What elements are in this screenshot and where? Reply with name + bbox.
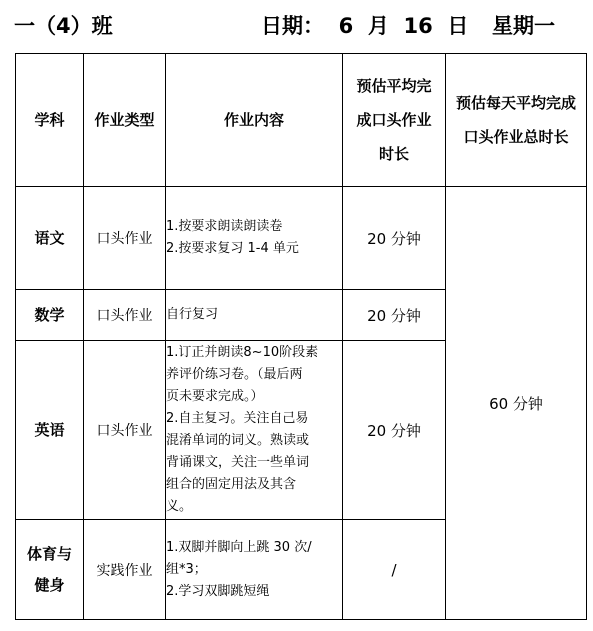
total-duration-cell: 60 分钟 [446,187,587,620]
subject-line: 英语 [34,420,65,439]
header-type: 作业类型 [84,54,166,187]
duration-cell: 20 分钟 [343,187,446,290]
content-line: 自行复习 [166,307,219,322]
content-cell [166,187,343,290]
subject-cell [16,341,84,520]
content-line: 2.学习双脚跳短绳 [166,583,270,599]
subject-line: 数学 [34,305,65,324]
header-total [446,54,587,187]
content-line: 组*3； [166,561,207,577]
date-label: 日期： 6 月 16 日 [261,14,469,38]
subject-line: 体育与 [26,544,72,563]
type-cell: 实践作业 [84,520,166,620]
type-cell: 口头作业 [84,290,166,341]
homework-table [15,53,587,620]
type-cell: 口头作业 [84,187,166,290]
subject-line: 语文 [34,228,65,247]
header-row [16,54,587,187]
content-line: 1.按要求朗读朗读卷 [166,219,283,234]
header-total-line: 预估每天平均完成 [455,94,576,112]
duration-cell: / [343,520,446,620]
subject-cell [16,187,84,290]
content-line: 2.按要求复习 1-4 单元 [166,241,299,256]
duration-cell: 20 分钟 [343,341,446,520]
content-line: 1.订正并朗读8~10阶段素 [166,345,319,360]
subject-line: 健身 [34,575,65,594]
content-line: 2.自主复习。关注自己易 [166,411,309,426]
class-label: 一（4）班 [14,14,113,38]
content-cell [166,520,343,620]
page-header [0,4,593,40]
header-total-line: 口头作业总时长 [463,128,569,146]
content-line: 义。 [166,499,193,514]
content-line: 页未要求完成。） [166,389,264,404]
duration-cell: 20 分钟 [343,290,446,341]
table-row [16,187,587,290]
content-cell [166,290,343,341]
content-line: 背诵课文，关注一些单词 [166,455,310,470]
content-cell [166,341,343,520]
content-line: 组合的固定用法及其含 [166,477,297,492]
subject-cell [16,290,84,341]
weekday-label: 星期一 [492,14,555,38]
content-line: 养评价练习卷。（最后两 [166,367,303,382]
subject-cell [16,520,84,620]
content-line: 混淆单词的词义。熟读或 [166,433,310,448]
type-cell: 口头作业 [84,341,166,520]
header-duration [343,54,446,187]
header-duration-line: 预估平均完 [356,77,432,95]
header-duration-line: 时长 [378,145,409,163]
content-line: 1.双脚并脚向上跳 30 次/ [166,539,312,555]
header-content: 作业内容 [166,54,343,187]
header-duration-line: 成口头作业 [356,111,432,129]
header-subject: 学科 [16,54,84,187]
